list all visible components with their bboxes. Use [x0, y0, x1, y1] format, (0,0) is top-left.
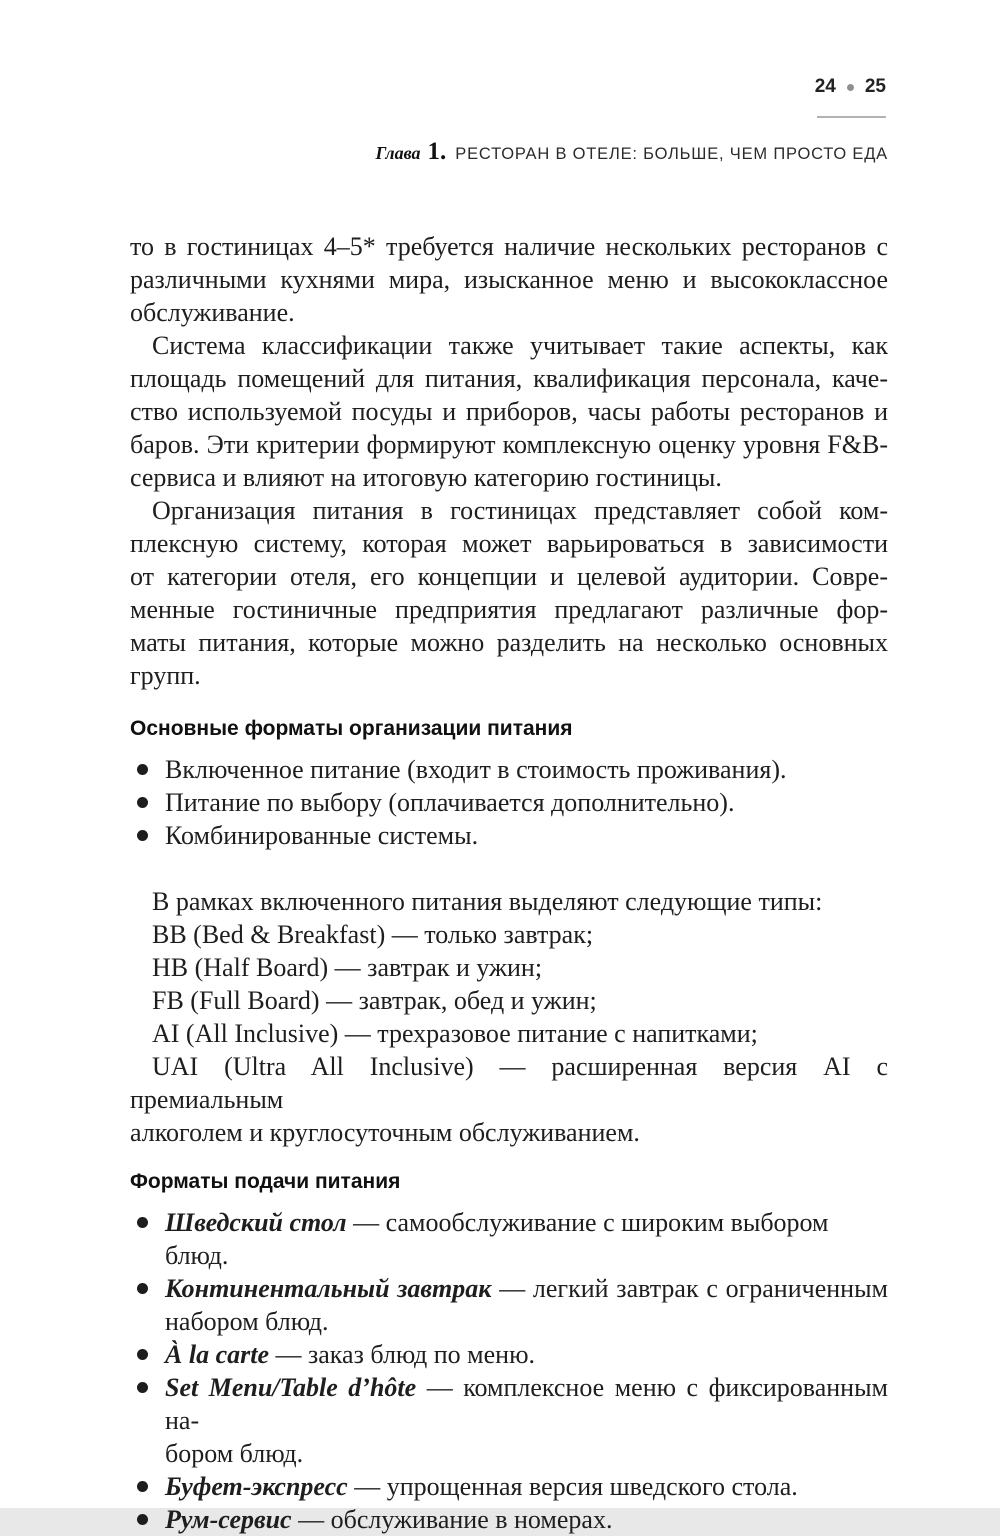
text-line — [165, 1470, 888, 1503]
bullet-icon — [137, 1514, 148, 1525]
text-line: ство используемой посуды и приборов, часы работы ресторанов и — [130, 397, 888, 426]
text-line: Организация питания в гостиницах представляет собой ком- — [152, 496, 888, 525]
bullet-icon — [137, 1283, 148, 1294]
text-line: сервиса и влияют на итоговую категорию гостиницы. — [130, 463, 722, 492]
list-item — [130, 1503, 888, 1536]
text-line: плексную систему, которая может варьироваться в зависимости — [130, 529, 888, 558]
text-line — [165, 1338, 888, 1371]
board-types-paragraphs — [130, 885, 888, 1149]
list-item — [130, 1206, 888, 1272]
text-line: UAI (Ultra All Inclusive) — расширенная версия AI с премиальным — [130, 1052, 888, 1114]
section-heading-board-formats: Основные форматы организации питания — [130, 717, 573, 740]
vertical-spacer — [130, 852, 888, 885]
text-line: В рамках включенного питания выделяют следующие типы: — [152, 887, 823, 916]
text-line — [165, 1503, 888, 1536]
paragraph — [130, 1017, 888, 1050]
board-formats-list — [130, 753, 888, 852]
page-number-right: 25 — [864, 76, 886, 97]
term-definition: — заказ блюд по меню. — [269, 1340, 535, 1369]
body-paragraphs — [130, 230, 888, 692]
paragraph — [130, 230, 888, 329]
text-line: площадь помещений для питания, квалификация персонала, каче- — [130, 364, 888, 393]
text-line: от категории отеля, его концепции и целевой аудитории. Совре- — [130, 562, 888, 591]
term-definition: — самообслуживание с широким выбором блюд. — [165, 1208, 829, 1270]
list-item — [130, 1371, 888, 1470]
paragraph — [130, 885, 888, 918]
separator-dot-icon — [847, 84, 854, 91]
bullet-icon — [137, 1349, 148, 1360]
list-item-text: Питание по выбору (оплачивается дополнительно). — [165, 788, 735, 817]
term-definition: — упрощенная версия шведского стола. — [347, 1472, 798, 1501]
text-line — [165, 1272, 888, 1305]
page-body — [130, 230, 888, 1536]
text-line: набором блюд. — [165, 1307, 329, 1336]
term-label: Буфет-экспресс — [165, 1472, 348, 1501]
chapter-label: Глава — [375, 143, 421, 163]
section-heading-serving-formats: Форматы подачи питания — [130, 1170, 401, 1193]
text-line: менные гостиничные предприятия предлагают различные фор- — [130, 595, 888, 624]
list-item — [130, 1272, 888, 1338]
bullet-icon — [137, 797, 148, 808]
list-item — [130, 1470, 888, 1503]
term-label: À la carte — [165, 1340, 269, 1369]
term-label: Рум-сервис — [165, 1505, 292, 1534]
paragraph — [130, 918, 888, 951]
term-definition: — легкий завтрак с ограниченным — [491, 1274, 888, 1303]
paragraph — [130, 1050, 888, 1149]
term-label: Set Menu/Table d’hôte — [165, 1373, 417, 1402]
header-rule — [817, 116, 886, 118]
text-line: то в гостиницах 4–5* требуется наличие нескольких ресторанов с — [130, 232, 888, 261]
text-line: обслуживание. — [130, 298, 295, 327]
chapter-heading — [100, 138, 888, 166]
bullet-icon — [137, 764, 148, 775]
paragraph — [130, 494, 888, 692]
list-item-text: Включенное питание (входит в стоимость проживания). — [165, 755, 787, 784]
chapter-number: 1. — [427, 138, 447, 165]
paragraph — [130, 984, 888, 1017]
term-definition: — комплексное меню с фиксированным на- — [165, 1373, 888, 1435]
list-item-text: Комбинированные системы. — [165, 821, 479, 850]
serving-formats-list — [130, 1206, 888, 1536]
text-line — [165, 1371, 888, 1437]
bullet-icon — [137, 1217, 148, 1228]
page-numbers — [815, 76, 886, 98]
text-line: бором блюд. — [165, 1439, 304, 1468]
chapter-title: РЕСТОРАН В ОТЕЛЕ: БОЛЬШЕ, ЧЕМ ПРОСТО ЕДА — [455, 145, 888, 163]
text-line: HB (Half Board) — завтрак и ужин; — [152, 953, 543, 982]
term-label: Континентальный завтрак — [165, 1274, 492, 1303]
list-item — [130, 786, 888, 819]
text-line: FB (Full Board) — завтрак, обед и ужин; — [152, 986, 597, 1015]
text-line: Система классификации также учитывает такие аспекты, как — [152, 331, 888, 360]
bullet-icon — [137, 830, 148, 841]
text-line — [165, 1206, 888, 1272]
text-line: алкоголем и круглосуточным обслуживанием. — [130, 1118, 640, 1147]
bullet-icon — [137, 1481, 148, 1492]
term-definition: — обслуживание в номерах. — [291, 1505, 613, 1534]
text-line: групп. — [130, 661, 201, 690]
text-line: баров. Эти критерии формируют комплексную оценку уровня F&B- — [130, 430, 888, 459]
text-line: различными кухнями мира, изысканное меню и высококлассное — [130, 265, 888, 294]
text-line: BB (Bed & Breakfast) — только завтрак; — [152, 920, 594, 949]
text-line: AI (All Inclusive) — трехразовое питание с напитками; — [152, 1019, 758, 1048]
page-number-left: 24 — [814, 76, 836, 97]
list-item — [130, 819, 888, 852]
list-item — [130, 1338, 888, 1371]
text-line: маты питания, которые можно разделить на несколько основных — [130, 628, 888, 657]
paragraph — [130, 329, 888, 494]
list-item — [130, 753, 888, 786]
bullet-icon — [137, 1382, 148, 1393]
paragraph — [130, 951, 888, 984]
term-label: Шведский стол — [165, 1208, 347, 1237]
